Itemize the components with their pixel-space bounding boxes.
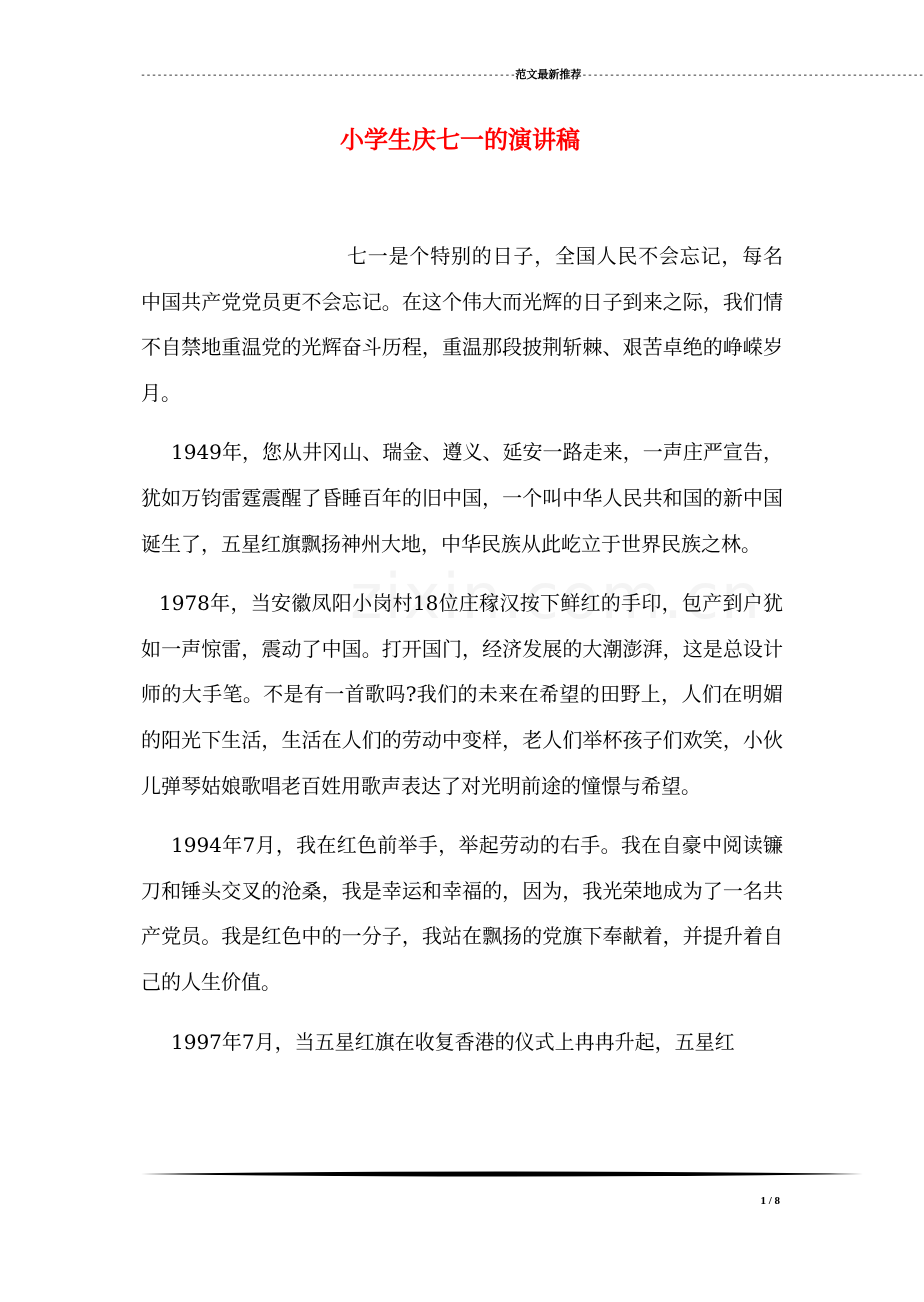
page-number: 1 / 8	[760, 1195, 780, 1207]
paragraph-4: 1994年7月，我在红色前举手，举起劳动的右手。我在自豪中阅读镰刀和锤头交叉的沧桑，我是幸运和幸福的，因为，我光荣地成为了一名共产党员。我是红色中的一分子，我站在飘扬的党旗下奉献着，并提升着自己的人生价值。	[141, 833, 783, 994]
paragraph-5: 1997年7月，当五星红旗在收复香港的仪式上冉冉升起，五星红	[171, 1029, 735, 1054]
footer-rule	[141, 1170, 863, 1178]
paragraph-1: 七一是个特别的日子，全国人民不会忘记，每名中国共产党党员更不会忘记。在这个伟大而光辉的日子到来之际，我们情不自禁地重温党的光辉奋斗历程，重温那段披荆斩棘、艰苦卓绝的峥嵘岁月。	[141, 244, 783, 405]
paragraph-2: 1949年，您从井冈山、瑞金、遵义、延安一路走来，一声庄严宣告，犹如万钧雷霆震醒了昏睡百年的旧中国，一个叫中华人民共和国的新中国诞生了，五星红旗飘扬神州大地，中华民族从此屹立于世界民族之林。	[141, 440, 783, 556]
paragraph-3: 1978年，当安徽凤阳小岗村18位庄稼汉按下鲜红的手印，包产到户犹如一声惊雷，震动了中国。打开国门，经济发展的大潮澎湃，这是总设计师的大手笔。不是有一首歌吗?我们的未来在希望的田野上，人们在明媚的阳光下生活，生活在人们的劳动中变样，老人们举杯孩子们欢笑，小伙儿弹琴姑娘歌唱老百姓用歌声表达了对光明前途的憧憬与希望。	[141, 591, 783, 798]
document-title: 小学生庆七一的演讲稿	[340, 125, 580, 154]
document-body	[141, 234, 783, 1065]
header-line	[140, 68, 924, 83]
header-dashes-left: --------------------------------------------------------------------	[140, 70, 516, 81]
header-label: 范文最新推荐	[515, 68, 582, 81]
header-dashes-right: --------------------------------------------------------------	[581, 70, 924, 81]
